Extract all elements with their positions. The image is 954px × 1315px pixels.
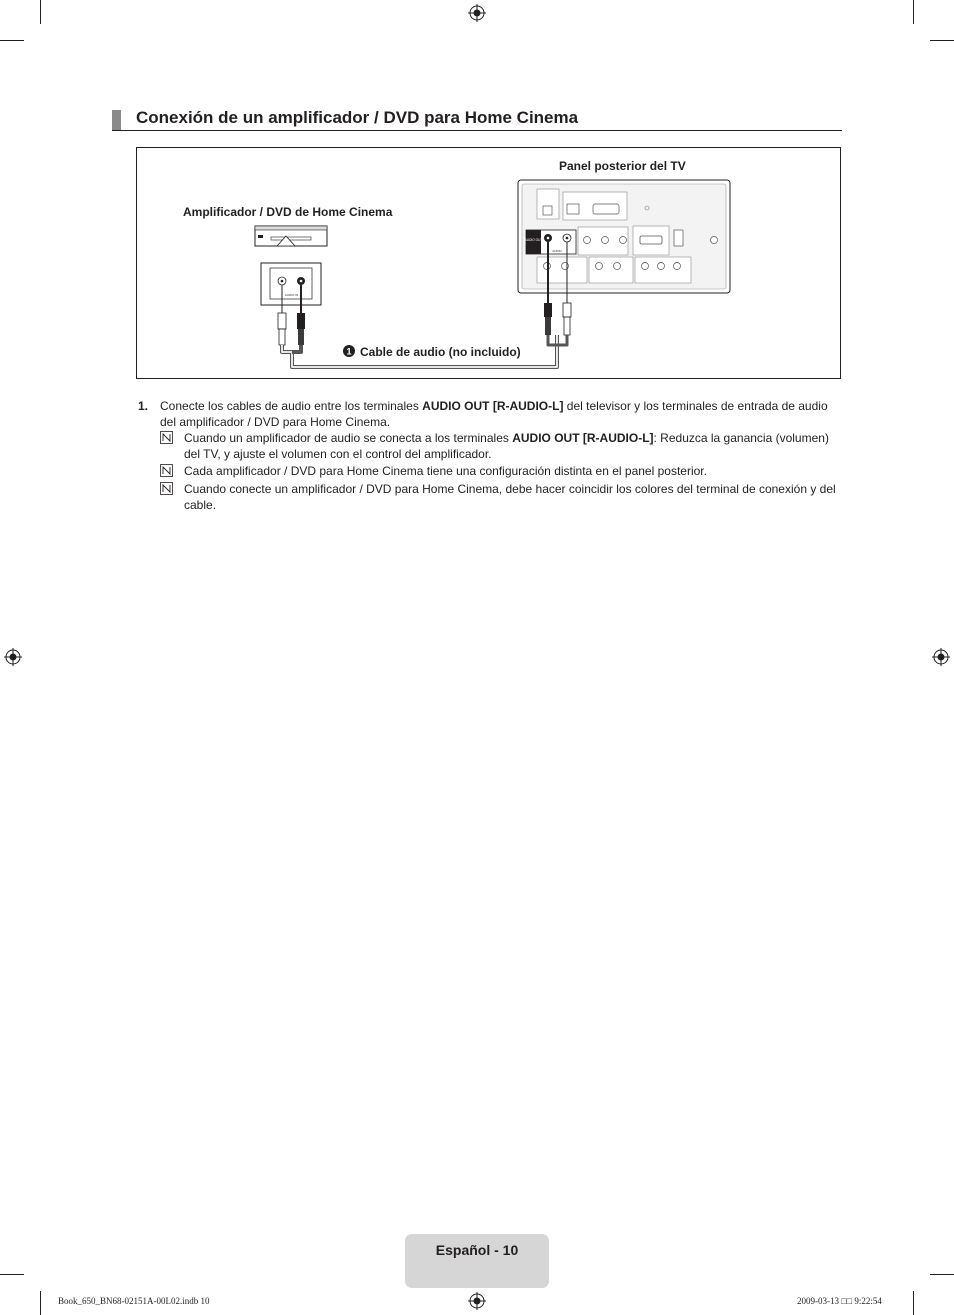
step-text (160, 398, 842, 430)
cable-label: Cable de audio (no incluido) (360, 345, 521, 359)
amp-label: Amplificador / DVD de Home Cinema (183, 205, 393, 219)
registration-mark-icon (932, 648, 950, 666)
crop-mark (913, 0, 914, 24)
amplifier-unit (255, 226, 327, 305)
file-info: Book_650_BN68-02151A-00L02.indb 10 (58, 1296, 210, 1306)
section-title: Conexión de un amplificador / DVD para Home Cinema (136, 108, 579, 127)
tv-audio-out-text: AUDIO OUT (524, 238, 543, 242)
title-rule (112, 130, 842, 131)
note-text (184, 463, 842, 479)
tv-rear-panel (518, 180, 730, 293)
registration-mark-icon (468, 1292, 486, 1310)
connection-diagram (136, 147, 841, 379)
registration-mark-icon (468, 4, 486, 22)
note-icon (160, 482, 173, 495)
tv-audio-small-text: AUDIO (552, 249, 562, 253)
crop-mark (930, 40, 954, 41)
crop-mark (40, 1291, 41, 1315)
note-icon (160, 464, 173, 477)
note-text (184, 430, 842, 462)
step-number: 1. (138, 399, 149, 413)
note-text (184, 481, 842, 513)
crop-mark (0, 40, 24, 41)
note-text-part: : Reduzca la ganancia (volumen) del TV, y ajuste el volumen con el control del amplificador. (184, 431, 829, 461)
registration-mark-icon (4, 648, 22, 666)
step-text-part: Conecte los cables de audio entre los terminales (160, 399, 423, 413)
amp-audio-in-text: AUDIO IN (284, 293, 299, 297)
crop-mark (930, 1274, 954, 1275)
timestamp: 2009-03-13 □□ 9:22:54 (797, 1296, 882, 1306)
crop-mark (913, 1291, 914, 1315)
tv-panel-label: Panel posterior del TV (559, 159, 686, 173)
note-icon (160, 431, 173, 444)
note-text-part: Cuando conecte un amplificador / DVD para Home Cinema, debe hacer coincidir los colores del terminal de conexión y del cable. (184, 482, 836, 512)
section-title-marker (112, 110, 121, 130)
note-text-bold: AUDIO OUT [R-AUDIO-L] (512, 431, 654, 445)
crop-mark (0, 1274, 24, 1275)
note-text-part: Cada amplificador / DVD para Home Cinema tiene una configuración distinta en el panel posterior. (184, 464, 707, 478)
cable-marker-number: 1 (346, 346, 352, 357)
diagram-drawing (137, 148, 840, 378)
step-text-bold: AUDIO OUT [R-AUDIO-L] (422, 399, 564, 413)
crop-mark (40, 0, 41, 24)
note-text-part: Cuando un amplificador de audio se conecta a los terminales (184, 431, 513, 445)
page-number: Español - 10 (435, 1242, 519, 1258)
step-text-part: del televisor y los terminales de entrada de audio del amplificador / DVD para Home Cinema. (160, 399, 828, 429)
